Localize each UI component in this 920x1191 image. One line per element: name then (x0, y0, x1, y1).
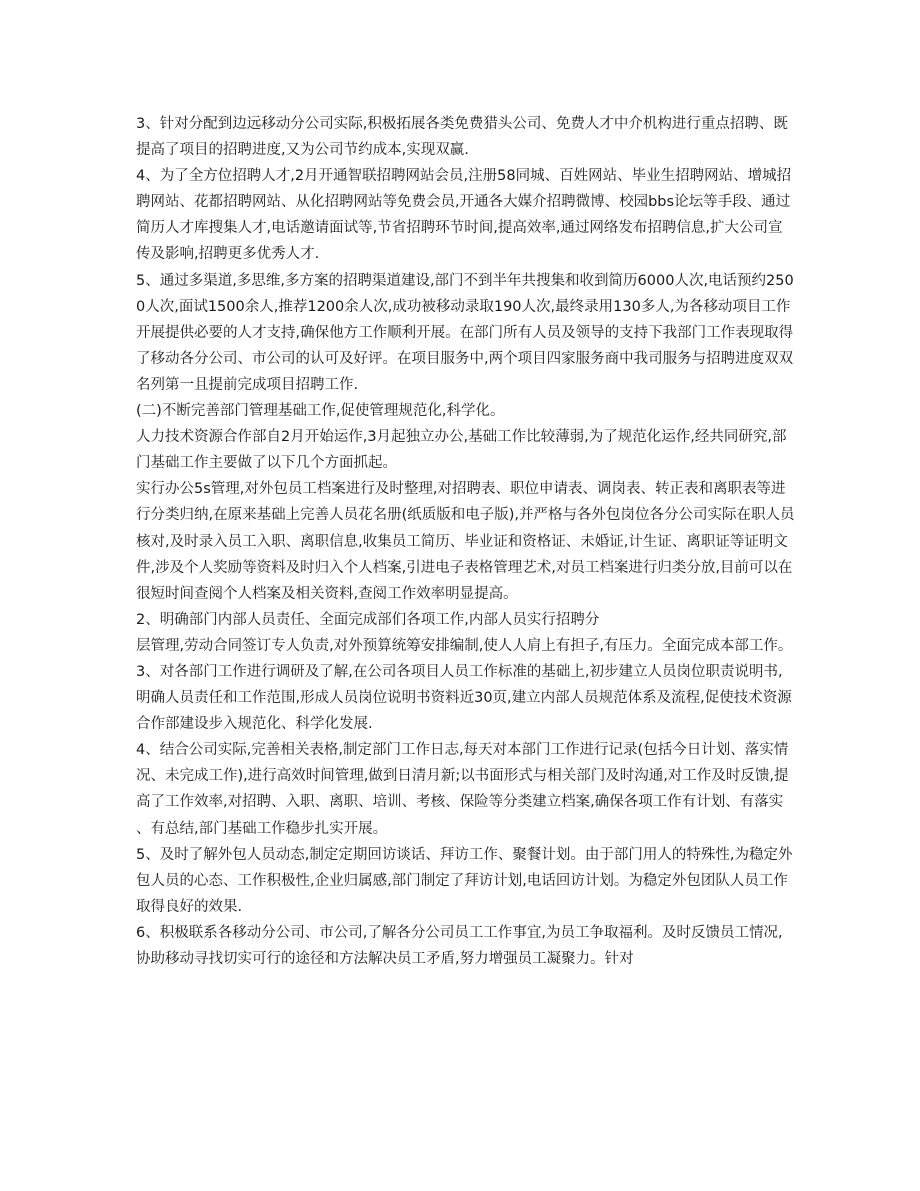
paragraph-8: 层管理,劳动合同签订专人负责,对外预算统筹安排编制,使人人肩上有担子,有压力。全面完成本部工作。 (136, 637, 793, 654)
document-body (136, 111, 796, 972)
section-heading: (二)不断完善部门管理基础工作,促使管理规范化,科学化。 (136, 403, 505, 420)
paragraph-1: 3、针对分配到边远移动分公司实际,积极拓展各类免费猎头公司、免费人才中介机构进行重点招聘、既提高了项目的招聘进度,又为公司节约成本,实现双赢. (136, 116, 788, 159)
paragraph-7: 2、明确部门内部人员责任、全面完成部们各项工作,内部人员实行招聘分 (136, 611, 600, 628)
paragraph-10: 4、结合公司实际,完善相关表格,制定部门工作日志,每天对本部门工作进行记录(包括今日计划、落实情况、未完成工作),进行高效时间管理,做到日清月新;以书面形式与相关部门及时沟通,对工作及时反馈,提高了工作效率,对招聘、入职、离职、培训、考核、保险等分类建立档案,确保各项工作有计划、有落实、有总结,部门基础工作稳步扎实开展。 (136, 742, 789, 837)
paragraph-5: 人力技术资源合作部自2月开始运作,3月起独立办公,基础工作比较薄弱,为了规范化运作,经共同研究,部门基础工作主要做了以下几个方面抓起。 (136, 429, 787, 472)
paragraph-2: 4、为了全方位招聘人才,2月开通智联招聘网站会员,注册58同城、百姓网站、毕业生招聘网站、增城招聘网站、花都招聘网站、从化招聘网站等免费会员,开通各大媒介招聘微博、校园bbs论坛等手段、通过简历人才库搜集人才,电话邀请面试等,节省招聘环节时间,提高效率,通过网络发布招聘信息,扩大公司宣传及影响,招聘更多优秀人才. (136, 168, 792, 263)
paragraph-6: 实行办公5s管理,对外包员工档案进行及时整理,对招聘表、职位申请表、调岗表、转正表和离职表等进行分类归纳,在原来基础上完善人员花名册(纸质版和电子版),并严格与各外包岗位各分公司实际在职人员核对,及时录入员工入职、离职信息,收集员工简历、毕业证和资格证、未婚证,计生证、离职证等证明文件,涉及个人奖励等资料及时归入个人档案,引进电子表格管理艺术,对员工档案进行归类分放,目前可以在很短时间查阅个人档案及相关资料,查阅工作效率明显提高。 (136, 481, 795, 602)
paragraph-12: 6、积极联系各移动分公司、市公司,了解各分公司员工工作事宜,为员工争取福利。及时反馈员工情况,协助移动寻找切实可行的途径和方法解决员工矛盾,努力增强员工凝聚力。针对 (136, 924, 783, 967)
paragraph-9: 3、对各部门工作进行调研及了解,在公司各项目人员工作标准的基础上,初步建立人员岗位职责说明书,明确人员责任和工作范围,形成人员岗位说明书资料近30页,建立内部人员规范体系及流程,促使技术资源合作部建设步入规范化、科学化发展. (136, 663, 792, 733)
paragraph-11: 5、及时了解外包人员动态,制定定期回访谈话、拜访工作、聚餐计划。由于部门用人的特殊性,为稳定外包人员的心态、工作积极性,企业归属感,部门制定了拜访计划,电话回访计划。为稳定外包团队人员工作取得良好的效果. (136, 846, 793, 915)
paragraph-3: 5、通过多渠道,多思维,多方案的招聘渠道建设,部门不到半年共搜集和收到简历6000人次,电话预约2500人次,面试1500余人,推荐1200余人次,成功被移动录取190人次,最终录用130多人,为各移动项目工作开展提供必要的人才支持,确保他方工作顺利开展。在部门所有人员及领导的支持下我部门工作表现取得了移动各分公司、市公司的认可及好评。在项目服务中,两个项目四家服务商中我司服务与招聘进度双双名列第一且提前完成项目招聘工作. (136, 272, 794, 393)
